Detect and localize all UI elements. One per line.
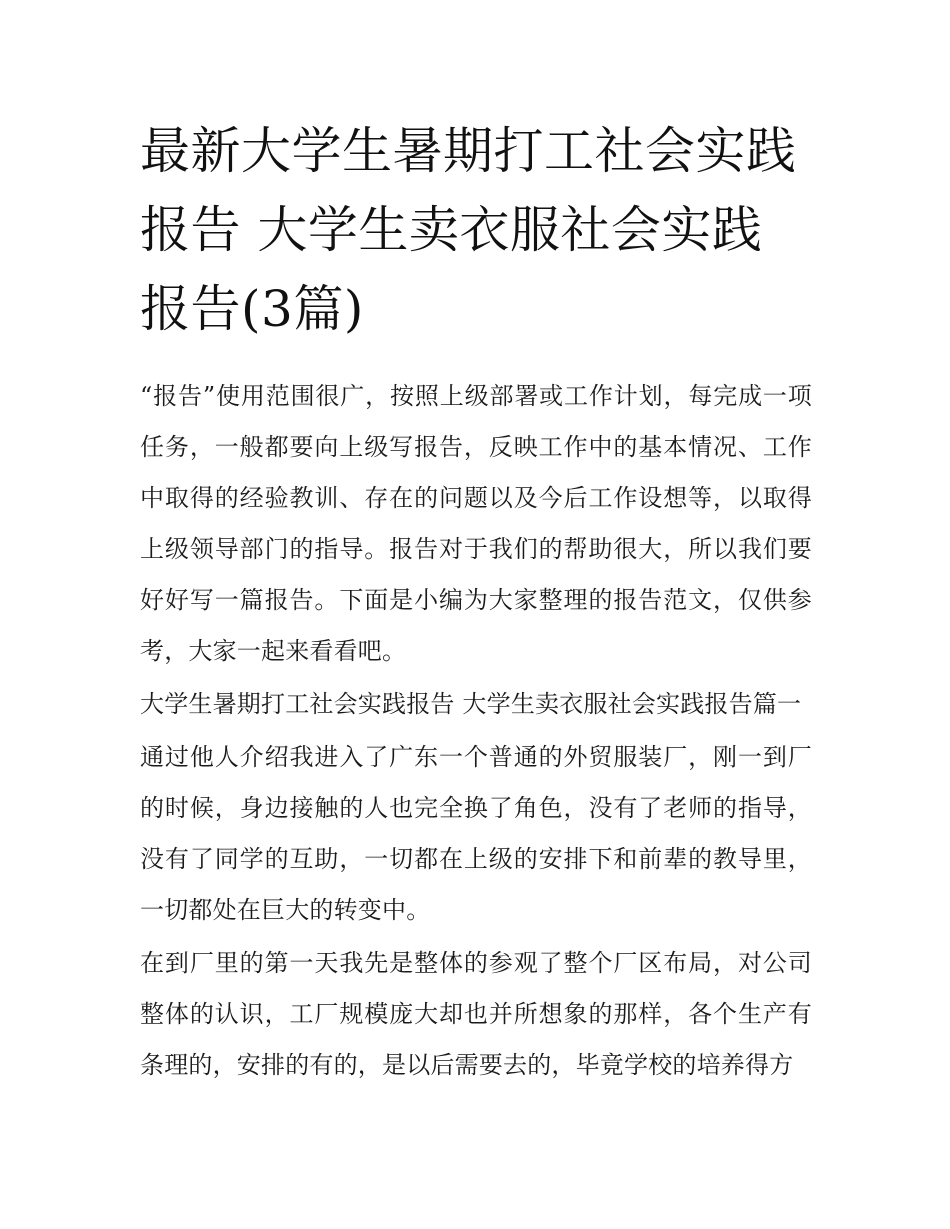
document-title: 最新大学生暑期打工社会实践报告 大学生卖衣服社会实践报告(3篇) [140,122,797,338]
document-content [140,112,812,1093]
section-heading: 大学生暑期打工社会实践报告 大学生卖衣服社会实践报告篇一 [140,690,802,718]
document-body [140,371,812,1091]
intro-paragraph: “报告”使用范围很广，按照上级部署或工作计划，每完成一项任务，一般都要向上级写报告，反映工作中的基本情况、工作中取得的经验教训、存在的问题以及今后工作设想等，以取得上级领导部门的指导。报告对于我们的帮助很大，所以我们要好好写一篇报告。下面是小编为大家整理的报告范文，仅供参考，大家一起来看看吧。 [140,382,812,665]
body-paragraph: 在到厂里的第一天我先是整体的参观了整个厂区布局，对公司整体的认识，工厂规模庞大却也并所想象的那样，各个生产有条理的，安排的有的，是以后需要去的，毕竟学校的培养得方 [140,949,812,1079]
body-paragraph: 通过他人介绍我进入了广东一个普通的外贸服装厂，刚一到厂的时候，身边接触的人也完全换了角色，没有了老师的指导，没有了同学的互助，一切都在上级的安排下和前辈的教导里，一切都处在巨大的转变中。 [140,743,812,924]
